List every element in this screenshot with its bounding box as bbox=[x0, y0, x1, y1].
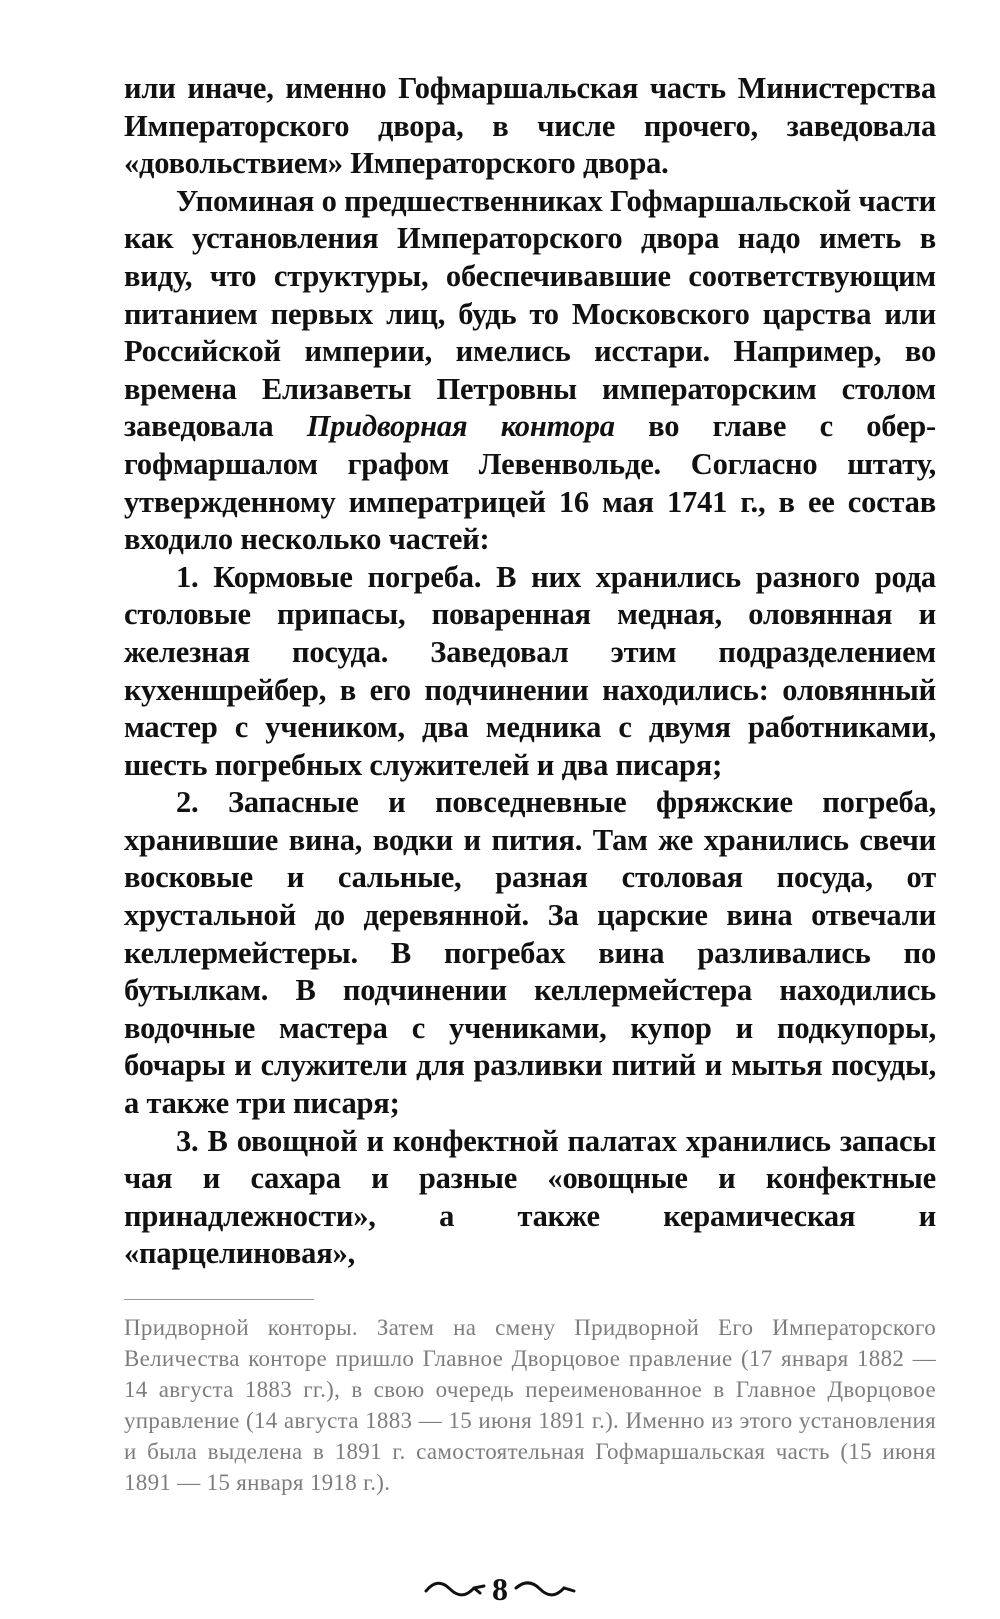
paragraph-2-italic: Придворная контора bbox=[306, 409, 615, 444]
paragraph-2 bbox=[124, 183, 936, 559]
paragraph-2-start: Упоминая о предшественниках Гофмаршальской части как установления Императорского двора надо иметь в виду, что структуры, обеспечивавшие соответствующим питанием первых лиц, будь то Московского царства или Российской империи, имелись исстари. Например, во времена Елизаветы Петровны императорским столом заведовала bbox=[124, 183, 937, 444]
paragraph-1: или иначе, именно Гофмаршальская часть Министерства Императорского двора, в числе прочего, заведовала «довольствием» Императорского двора. bbox=[124, 71, 936, 181]
footnote-divider bbox=[124, 1299, 314, 1300]
page-number-block bbox=[0, 1565, 1000, 1609]
footnote-text: Придворной конторы. Затем на смену Придворной Его Императорского Величества конторе пришло Главное Дворцовое правление (17 января 1882 — 14 августа 1883 гг.), в свою очередь переименованное в Главное Дворцовое управление (14 августа 1883 — 15 июня 1891 г.). Именно из этого установления и была выделена в 1891 г. самостоятельная Гофмаршальская часть (15 июня 1891 — 15 января 1918 г.). bbox=[124, 1315, 936, 1495]
page-content bbox=[124, 70, 936, 1498]
paragraph-2-end: во главе с обер-гофмаршалом графом Левенвольде. Согласно штату, утвержденному императрицей 16 мая 1741 г., в ее состав входило несколько частей: bbox=[124, 409, 936, 557]
list-item-3: 3. В овощной и конфектной палатах хранились запасы чая и сахара и разные «овощные и конфектные принадлежности», а также керамическая и «парцелиновая», bbox=[124, 1123, 936, 1271]
page-number: 8 bbox=[492, 1570, 508, 1607]
footnote bbox=[124, 1312, 936, 1498]
main-text bbox=[124, 70, 936, 1273]
list-item-2: 2. Запасные и повседневные фряжские погреба, хранившие вина, водки и пития. Там же хранились свечи восковые и сальные, разная столовая посуда, от хрустальной до деревянной. За царские вина отвечали келлермейстеры. В погребах вина разливались по бутылкам. В подчинении келлермейстера находились водочные мастера с учениками, купор и подкупоры, бочары и служители для разливки питий и мытья посуды, а также три писаря; bbox=[124, 785, 936, 1121]
wave-ornament-icon bbox=[514, 1569, 576, 1609]
wave-ornament-icon bbox=[424, 1569, 486, 1609]
list-item-1: 1. Кормовые погреба. В них хранились разного рода столовые припасы, поваренная медная, оловянная и железная посуда. Заведовал этим подразделением кухеншрейбер, в его подчинении находились: оловянный мастер с учеником, два медника с двумя работниками, шесть погребных служителей и два писаря; bbox=[124, 559, 936, 782]
